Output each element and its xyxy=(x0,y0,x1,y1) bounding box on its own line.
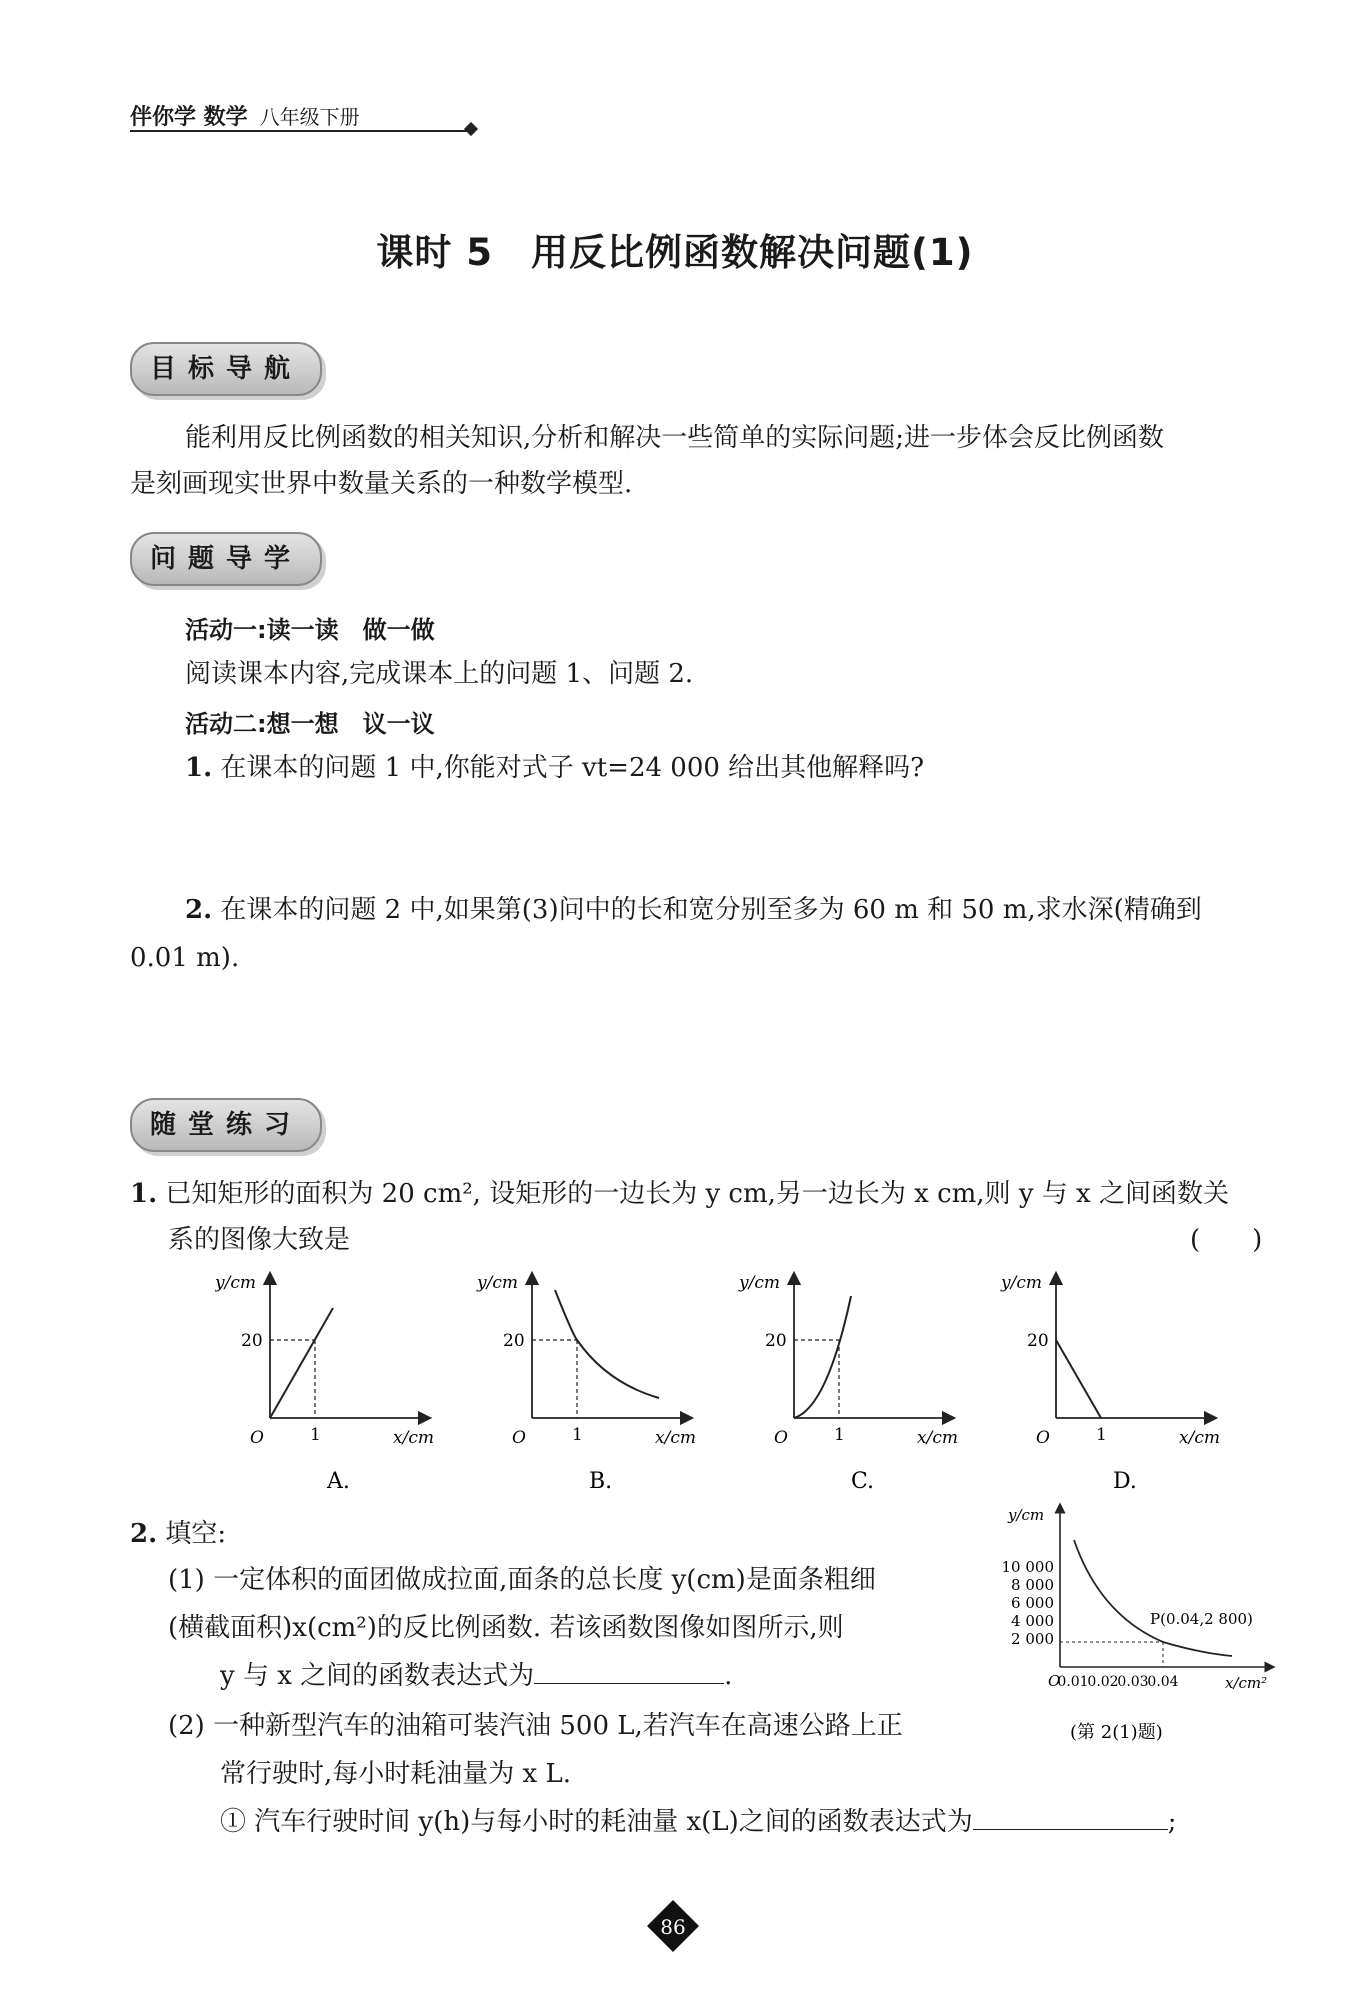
practice-1-text-1: 已知矩形的面积为 20 cm², 设矩形的一边长为 y cm,另一边长为 x cm,则 y 与 x 之间函数关 xyxy=(165,1179,1229,1209)
graph-a-ytick: 20 xyxy=(241,1331,263,1351)
activity-2-title: 活动二:想一想 议一议 xyxy=(185,710,435,738)
activity-1-title: 活动一:读一读 做一做 xyxy=(185,616,435,644)
practice-1-number: 1. xyxy=(130,1179,158,1209)
graph-d xyxy=(1000,1273,1220,1494)
graph-d-origin: O xyxy=(1036,1428,1050,1448)
fig2-point-label: P(0.04,2 800) xyxy=(1150,1610,1253,1628)
activity-1-text: 阅读课本内容,完成课本上的问题 1、问题 2. xyxy=(185,659,694,689)
period-mark: . xyxy=(724,1661,733,1691)
graph-c xyxy=(738,1273,958,1494)
practice-2-s2-line-2: 常行驶时,每小时耗油量为 x L. xyxy=(220,1759,571,1789)
page-title: 课时 5 用反比例函数解决问题(1) xyxy=(376,231,974,274)
question-1-number: 1. xyxy=(185,753,213,783)
graph-d-xlabel: x/cm xyxy=(1179,1428,1220,1448)
question-2-text-1: 在课本的问题 2 中,如果第(3)问中的长和宽分别至多为 60 m 和 50 m,求水深(精确到 xyxy=(220,895,1202,925)
graph-a-xtick: 1 xyxy=(310,1425,321,1445)
practice-2-s1-line-3 xyxy=(220,1652,732,1700)
practice-2-s1-line-2: (横截面积)x(cm²)的反比例函数. 若该函数图像如图所示,则 xyxy=(168,1613,844,1643)
fig2-ytick-4000: 4 000 xyxy=(1011,1612,1054,1630)
fig2-xtick-003: 0.03 xyxy=(1117,1674,1149,1690)
graph-b-xlabel: x/cm xyxy=(655,1428,696,1448)
fig2-ytick-10000: 10 000 xyxy=(1001,1558,1054,1576)
fig2-xtick-001: 0.01 xyxy=(1057,1674,1089,1690)
practice-1-line-2: 系的图像大致是 xyxy=(168,1225,351,1255)
book-name: 伴你学 数学 xyxy=(130,105,248,130)
graph-c-origin: O xyxy=(774,1428,788,1448)
practice-2-s2-line-1: (2) 一种新型汽车的油箱可装汽油 500 L,若汽车在高速公路上正 xyxy=(168,1711,903,1741)
practice-2-head xyxy=(130,1510,226,1558)
diamond-icon xyxy=(464,122,478,136)
fig2-caption: (第 2(1)题) xyxy=(1070,1722,1163,1743)
graph-a-xlabel: x/cm xyxy=(393,1428,434,1448)
page-number-badge xyxy=(645,1898,701,1954)
option-d-label: D. xyxy=(1113,1469,1137,1494)
practice-2-head-text: 填空: xyxy=(165,1519,227,1549)
answer-parentheses: ( ) xyxy=(1190,1225,1263,1255)
grade-label: 八年级下册 xyxy=(259,105,360,129)
goal-text-line-1: 能利用反比例函数的相关知识,分析和解决一些简单的实际问题;进一步体会反比例函数 xyxy=(185,423,1165,453)
fig2-xlabel: x/cm² xyxy=(1225,1674,1268,1692)
graph-c-xlabel: x/cm xyxy=(917,1428,958,1448)
graph-c-ylabel: y/cm xyxy=(739,1273,780,1293)
graph-d-ytick: 20 xyxy=(1027,1331,1049,1351)
graph-a-origin: O xyxy=(250,1428,264,1448)
question-2-line-1 xyxy=(185,886,1202,934)
question-1 xyxy=(185,744,924,792)
practice-2-s2-line-3 xyxy=(220,1798,1177,1846)
graph-d-xtick: 1 xyxy=(1096,1425,1107,1445)
fig2-ylabel: y/cm xyxy=(1008,1506,1045,1524)
practice-2-s1-text-3: y 与 x 之间的函数表达式为 xyxy=(220,1661,535,1691)
practice-2-number: 2. xyxy=(130,1519,158,1549)
graph-a xyxy=(215,1273,434,1494)
graph-c-xtick: 1 xyxy=(834,1425,845,1445)
figure-2-1 xyxy=(1000,1500,1300,1750)
fig2-xtick-002: 0.02 xyxy=(1087,1674,1119,1690)
section-guide-badge: 问题导学 xyxy=(130,532,322,586)
graph-b-ytick: 20 xyxy=(503,1331,525,1351)
graph-b-xtick: 1 xyxy=(572,1425,583,1445)
goal-text-line-2: 是刻画现实世界中数量关系的一种数学模型. xyxy=(130,469,633,499)
question-2-number: 2. xyxy=(185,895,213,925)
practice-2-s1-line-1: (1) 一定体积的面团做成拉面,面条的总长度 y(cm)是面条粗细 xyxy=(168,1565,876,1595)
graph-a-ylabel: y/cm xyxy=(215,1273,256,1293)
answer-blank-1[interactable] xyxy=(534,1655,724,1684)
section-goal-badge: 目标导航 xyxy=(130,342,322,396)
option-c-label: C. xyxy=(851,1469,875,1494)
option-a-label: A. xyxy=(327,1469,350,1494)
graph-b-origin: O xyxy=(512,1428,526,1448)
option-graphs xyxy=(215,1268,1255,1498)
section-practice-badge: 随堂练习 xyxy=(130,1098,322,1152)
graph-d-ylabel: y/cm xyxy=(1001,1273,1042,1293)
practice-2-s2-text-3: ① 汽车行驶时间 y(h)与每小时的耗油量 x(L)之间的函数表达式为 xyxy=(220,1807,973,1837)
fig2-ytick-2000: 2 000 xyxy=(1011,1630,1054,1648)
question-2-line-2: 0.01 m). xyxy=(130,943,240,973)
graph-b xyxy=(476,1273,696,1494)
graph-c-ytick: 20 xyxy=(765,1331,787,1351)
fig2-ytick-8000: 8 000 xyxy=(1011,1576,1054,1594)
header-rule xyxy=(130,130,470,132)
practice-1-line-1 xyxy=(130,1170,1229,1218)
fig2-origin: O xyxy=(1048,1672,1061,1690)
answer-blank-2[interactable] xyxy=(973,1801,1168,1830)
page-number: 86 xyxy=(660,1915,686,1939)
option-b-label: B. xyxy=(589,1469,613,1494)
book-header xyxy=(130,100,360,131)
question-1-text: 在课本的问题 1 中,你能对式子 vt=24 000 给出其他解释吗? xyxy=(220,753,925,783)
semicolon-mark: ; xyxy=(1167,1807,1177,1837)
fig2-ytick-6000: 6 000 xyxy=(1011,1594,1054,1612)
fig2-xtick-004: 0.04 xyxy=(1147,1674,1179,1690)
graph-b-ylabel: y/cm xyxy=(477,1273,518,1293)
